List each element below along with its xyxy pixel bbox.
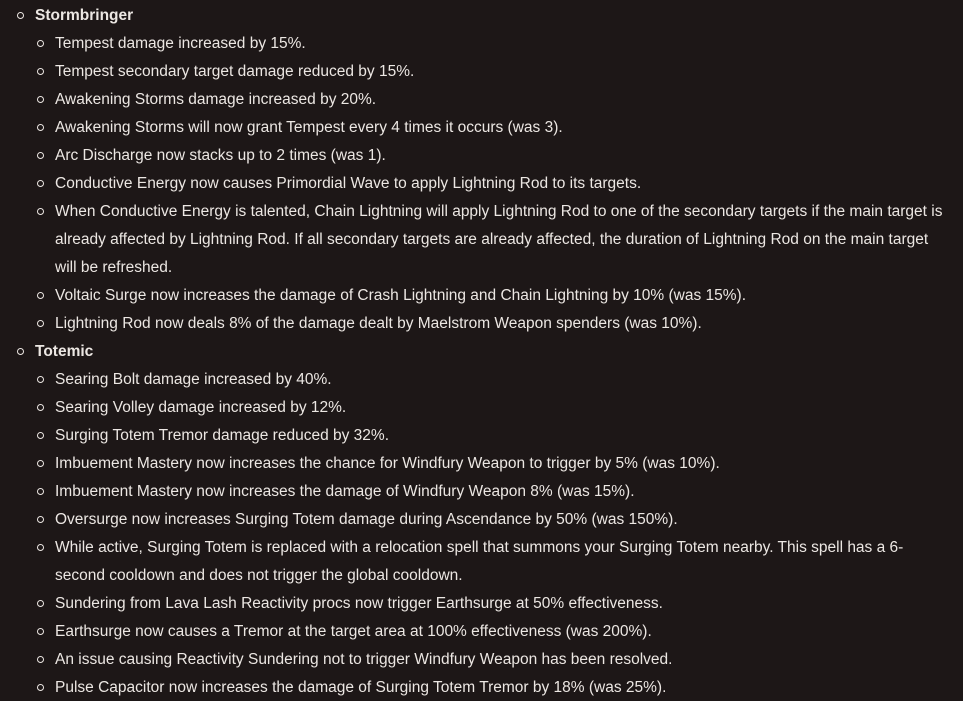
change-text: Tempest secondary target damage reduced by 15%. (55, 63, 415, 80)
change-text: Conductive Energy now causes Primordial Wave to apply Lightning Rod to its targets. (55, 175, 642, 192)
change-text: Pulse Capacitor now increases the damage of Surging Totem Tremor by 18% (was 25%). (55, 679, 667, 696)
hollow-bullet-icon (37, 656, 44, 663)
change-item (0, 142, 963, 170)
hollow-bullet-icon (37, 152, 44, 159)
hollow-bullet-icon (37, 180, 44, 187)
change-item (0, 646, 963, 674)
change-item (0, 30, 963, 58)
hollow-bullet-icon (37, 376, 44, 383)
change-item (0, 506, 963, 534)
change-text: Awakening Storms damage increased by 20%. (55, 91, 377, 108)
change-item (0, 590, 963, 618)
change-text: Sundering from Lava Lash Reactivity procs now trigger Earthsurge at 50% effectiveness. (55, 595, 663, 612)
change-item (0, 394, 963, 422)
change-text: Searing Bolt damage increased by 40%. (55, 371, 332, 388)
change-item (0, 58, 963, 86)
change-text: When Conductive Energy is talented, Chain Lightning will apply Lightning Rod to one of the secondary targets if the main target is already affected by Lightning Rod. If all secondary targets are already affected, the duration of Lightning Rod on the main target will be refreshed. (55, 203, 943, 276)
change-text: An issue causing Reactivity Sundering not to trigger Windfury Weapon has been resolved. (55, 651, 673, 668)
section-stormbringer (0, 2, 963, 338)
hollow-bullet-icon (37, 68, 44, 75)
change-text: Awakening Storms will now grant Tempest every 4 times it occurs (was 3). (55, 119, 563, 136)
change-item (0, 170, 963, 198)
change-text: Imbuement Mastery now increases the chance for Windfury Weapon to trigger by 5% (was 10%). (55, 455, 720, 472)
change-text: Arc Discharge now stacks up to 2 times (was 1). (55, 147, 386, 164)
section-heading (0, 338, 963, 366)
change-text: Earthsurge now causes a Tremor at the target area at 100% effectiveness (was 200%). (55, 623, 652, 640)
hollow-bullet-icon (37, 684, 44, 691)
hollow-bullet-icon (37, 516, 44, 523)
talent-section-list (0, 2, 963, 701)
hollow-bullet-icon (37, 460, 44, 467)
hollow-bullet-icon (37, 292, 44, 299)
change-text: Voltaic Surge now increases the damage of Crash Lightning and Chain Lightning by 10% (was 15%). (55, 287, 747, 304)
change-item (0, 86, 963, 114)
section-totemic (0, 338, 963, 701)
hollow-bullet-icon (37, 320, 44, 327)
change-text: Searing Volley damage increased by 12%. (55, 399, 347, 416)
hollow-bullet-icon (17, 12, 24, 19)
change-item (0, 674, 963, 701)
change-text: Tempest damage increased by 15%. (55, 35, 306, 52)
change-item (0, 478, 963, 506)
hollow-bullet-icon (37, 488, 44, 495)
change-item (0, 282, 963, 310)
hollow-bullet-icon (37, 628, 44, 635)
hollow-bullet-icon (37, 208, 44, 215)
section-title: Totemic (35, 343, 94, 360)
hollow-bullet-icon (17, 348, 24, 355)
hollow-bullet-icon (37, 544, 44, 551)
change-text: While active, Surging Totem is replaced with a relocation spell that summons your Surging Totem nearby. This spell has a 6-second cooldown and does not trigger the global cooldown. (55, 539, 904, 584)
hollow-bullet-icon (37, 40, 44, 47)
change-item (0, 366, 963, 394)
patch-notes-page (0, 2, 963, 701)
change-text: Surging Totem Tremor damage reduced by 32%. (55, 427, 390, 444)
change-item (0, 114, 963, 142)
hollow-bullet-icon (37, 124, 44, 131)
change-item (0, 618, 963, 646)
change-list (0, 30, 963, 338)
section-heading (0, 2, 963, 30)
hollow-bullet-icon (37, 96, 44, 103)
change-item (0, 198, 963, 282)
change-text: Imbuement Mastery now increases the damage of Windfury Weapon 8% (was 15%). (55, 483, 635, 500)
hollow-bullet-icon (37, 404, 44, 411)
change-item (0, 534, 963, 590)
change-text: Lightning Rod now deals 8% of the damage dealt by Maelstrom Weapon spenders (was 10%). (55, 315, 702, 332)
change-list (0, 366, 963, 701)
change-text: Oversurge now increases Surging Totem damage during Ascendance by 50% (was 150%). (55, 511, 678, 528)
change-item (0, 422, 963, 450)
hollow-bullet-icon (37, 600, 44, 607)
change-item (0, 450, 963, 478)
change-item (0, 310, 963, 338)
hollow-bullet-icon (37, 432, 44, 439)
section-title: Stormbringer (35, 7, 134, 24)
